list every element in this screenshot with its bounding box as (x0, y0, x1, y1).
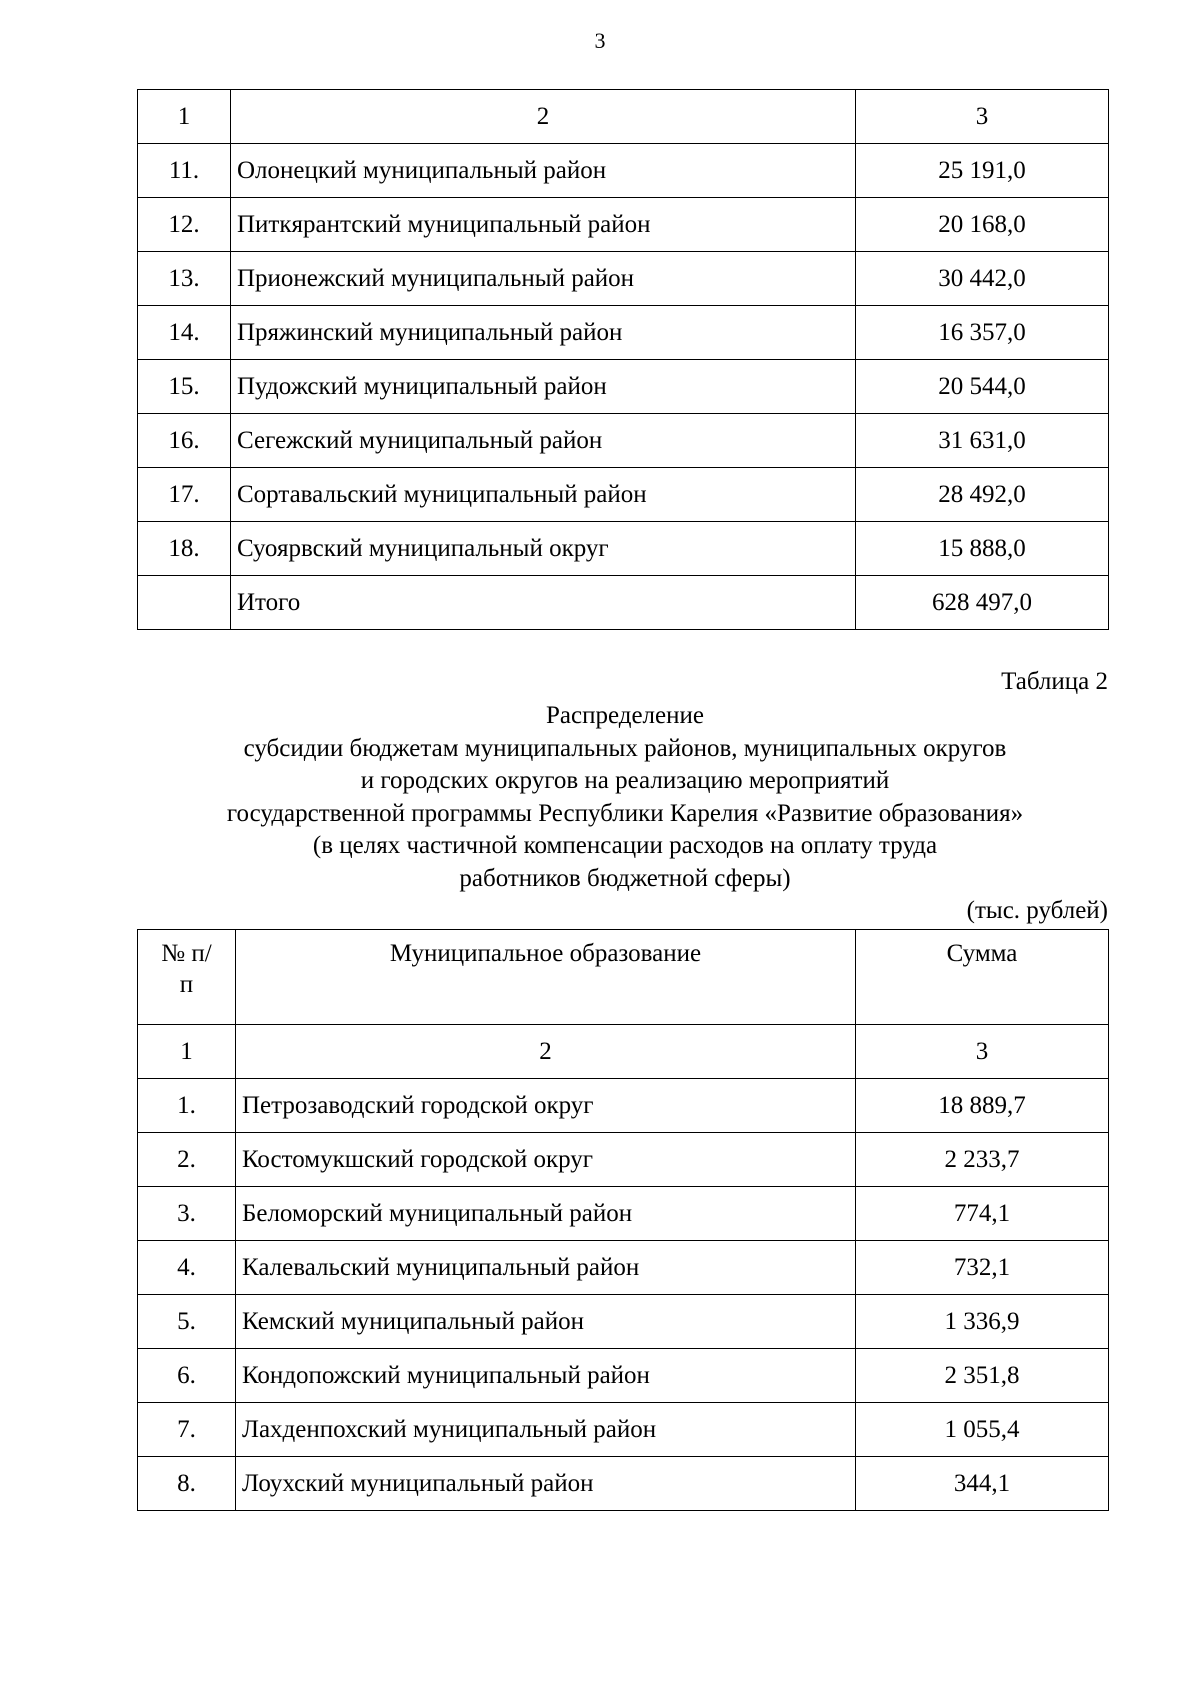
column-header-municipality: Муниципальное образование (236, 930, 856, 1025)
table-row (138, 468, 1109, 522)
total-sum: 628 497,0 (856, 576, 1109, 630)
row-municipality: Суоярвский муниципальный округ (231, 522, 856, 576)
table-2-body (138, 930, 1109, 1511)
row-number: 15. (138, 360, 231, 414)
row-number: 12. (138, 198, 231, 252)
table-row (138, 1403, 1109, 1457)
row-number: 17. (138, 468, 231, 522)
row-number: 13. (138, 252, 231, 306)
table-row (138, 1295, 1109, 1349)
row-number: 4. (138, 1241, 236, 1295)
row-number (138, 576, 231, 630)
row-municipality: Прионежский муниципальный район (231, 252, 856, 306)
row-municipality: Пряжинский муниципальный район (231, 306, 856, 360)
table-row (138, 1187, 1109, 1241)
row-municipality: Петрозаводский городской округ (236, 1079, 856, 1133)
row-number: 16. (138, 414, 231, 468)
row-number: 18. (138, 522, 231, 576)
row-number: 5. (138, 1295, 236, 1349)
row-municipality: Лахденпохский муниципальный район (236, 1403, 856, 1457)
row-municipality: Кондопожский муниципальный район (236, 1349, 856, 1403)
row-sum: 28 492,0 (856, 468, 1109, 522)
row-municipality: Костомукшский городской округ (236, 1133, 856, 1187)
table-row (138, 306, 1109, 360)
table-row (138, 360, 1109, 414)
row-number: 1. (138, 1079, 236, 1133)
page-number: 3 (594, 28, 606, 53)
table-row (138, 198, 1109, 252)
column-header-sum: Сумма (856, 930, 1109, 1025)
row-number: 7. (138, 1403, 236, 1457)
header-cell-num: 1 (138, 1025, 236, 1079)
row-municipality: Питкярантский муниципальный район (231, 198, 856, 252)
table-row (138, 144, 1109, 198)
table-2-title (0, 700, 1200, 895)
header-cell-name: 2 (236, 1025, 856, 1079)
table-row (138, 1241, 1109, 1295)
title-line: государственной программы Республики Карелия «Развитие образования» (226, 799, 1024, 827)
row-number: 6. (138, 1349, 236, 1403)
table-2 (137, 929, 1109, 1511)
header-cell-sum: 3 (856, 90, 1109, 144)
table-row (138, 1349, 1109, 1403)
row-sum: 2 233,7 (856, 1133, 1109, 1187)
table-1-body (138, 90, 1109, 630)
row-sum: 31 631,0 (856, 414, 1109, 468)
row-sum: 774,1 (856, 1187, 1109, 1241)
row-sum: 2 351,8 (856, 1349, 1109, 1403)
total-label: Итого (231, 576, 856, 630)
row-number: 3. (138, 1187, 236, 1241)
title-line: и городских округов на реализацию мероприятий (360, 767, 890, 794)
table-total-row (138, 576, 1109, 630)
table-header-row (138, 1025, 1109, 1079)
row-municipality: Беломорский муниципальный район (236, 1187, 856, 1241)
table-2-label: Таблица 2 (1001, 668, 1108, 695)
row-municipality: Олонецкий муниципальный район (231, 144, 856, 198)
row-sum: 18 889,7 (856, 1079, 1109, 1133)
table-row (138, 1079, 1109, 1133)
row-sum: 732,1 (856, 1241, 1109, 1295)
row-sum: 1 055,4 (856, 1403, 1109, 1457)
table-header-row (138, 90, 1109, 144)
row-municipality: Пудожский муниципальный район (231, 360, 856, 414)
row-number: 2. (138, 1133, 236, 1187)
row-municipality: Сортавальский муниципальный район (231, 468, 856, 522)
row-municipality: Сегежский муниципальный район (231, 414, 856, 468)
column-header-row (138, 930, 1109, 1025)
row-sum: 15 888,0 (856, 522, 1109, 576)
units-label: (тыс. рублей) (966, 897, 1108, 924)
row-sum: 16 357,0 (856, 306, 1109, 360)
row-municipality: Лоухский муниципальный район (236, 1457, 856, 1511)
row-number: 8. (138, 1457, 236, 1511)
row-sum: 20 544,0 (856, 360, 1109, 414)
row-sum: 30 442,0 (856, 252, 1109, 306)
table-row (138, 414, 1109, 468)
title-line: субсидии бюджетам муниципальных районов, муниципальных округов (243, 734, 1007, 762)
table-row (138, 522, 1109, 576)
header-cell-sum: 3 (856, 1025, 1109, 1079)
row-municipality: Кемский муниципальный район (236, 1295, 856, 1349)
row-municipality: Калевальский муниципальный район (236, 1241, 856, 1295)
row-number: 11. (138, 144, 231, 198)
title-line: (в целях частичной компенсации расходов на оплату труда (312, 832, 938, 859)
table-1 (137, 89, 1109, 630)
header-cell-name: 2 (231, 90, 856, 144)
row-sum: 20 168,0 (856, 198, 1109, 252)
row-sum: 25 191,0 (856, 144, 1109, 198)
column-header-num: № п/п (138, 930, 236, 1025)
title-line: Распределение (546, 702, 704, 729)
title-line: работников бюджетной сферы) (459, 864, 791, 892)
table-row (138, 1457, 1109, 1511)
row-sum: 344,1 (856, 1457, 1109, 1511)
row-number: 14. (138, 306, 231, 360)
table-row (138, 1133, 1109, 1187)
table-row (138, 252, 1109, 306)
row-sum: 1 336,9 (856, 1295, 1109, 1349)
header-cell-num: 1 (138, 90, 231, 144)
